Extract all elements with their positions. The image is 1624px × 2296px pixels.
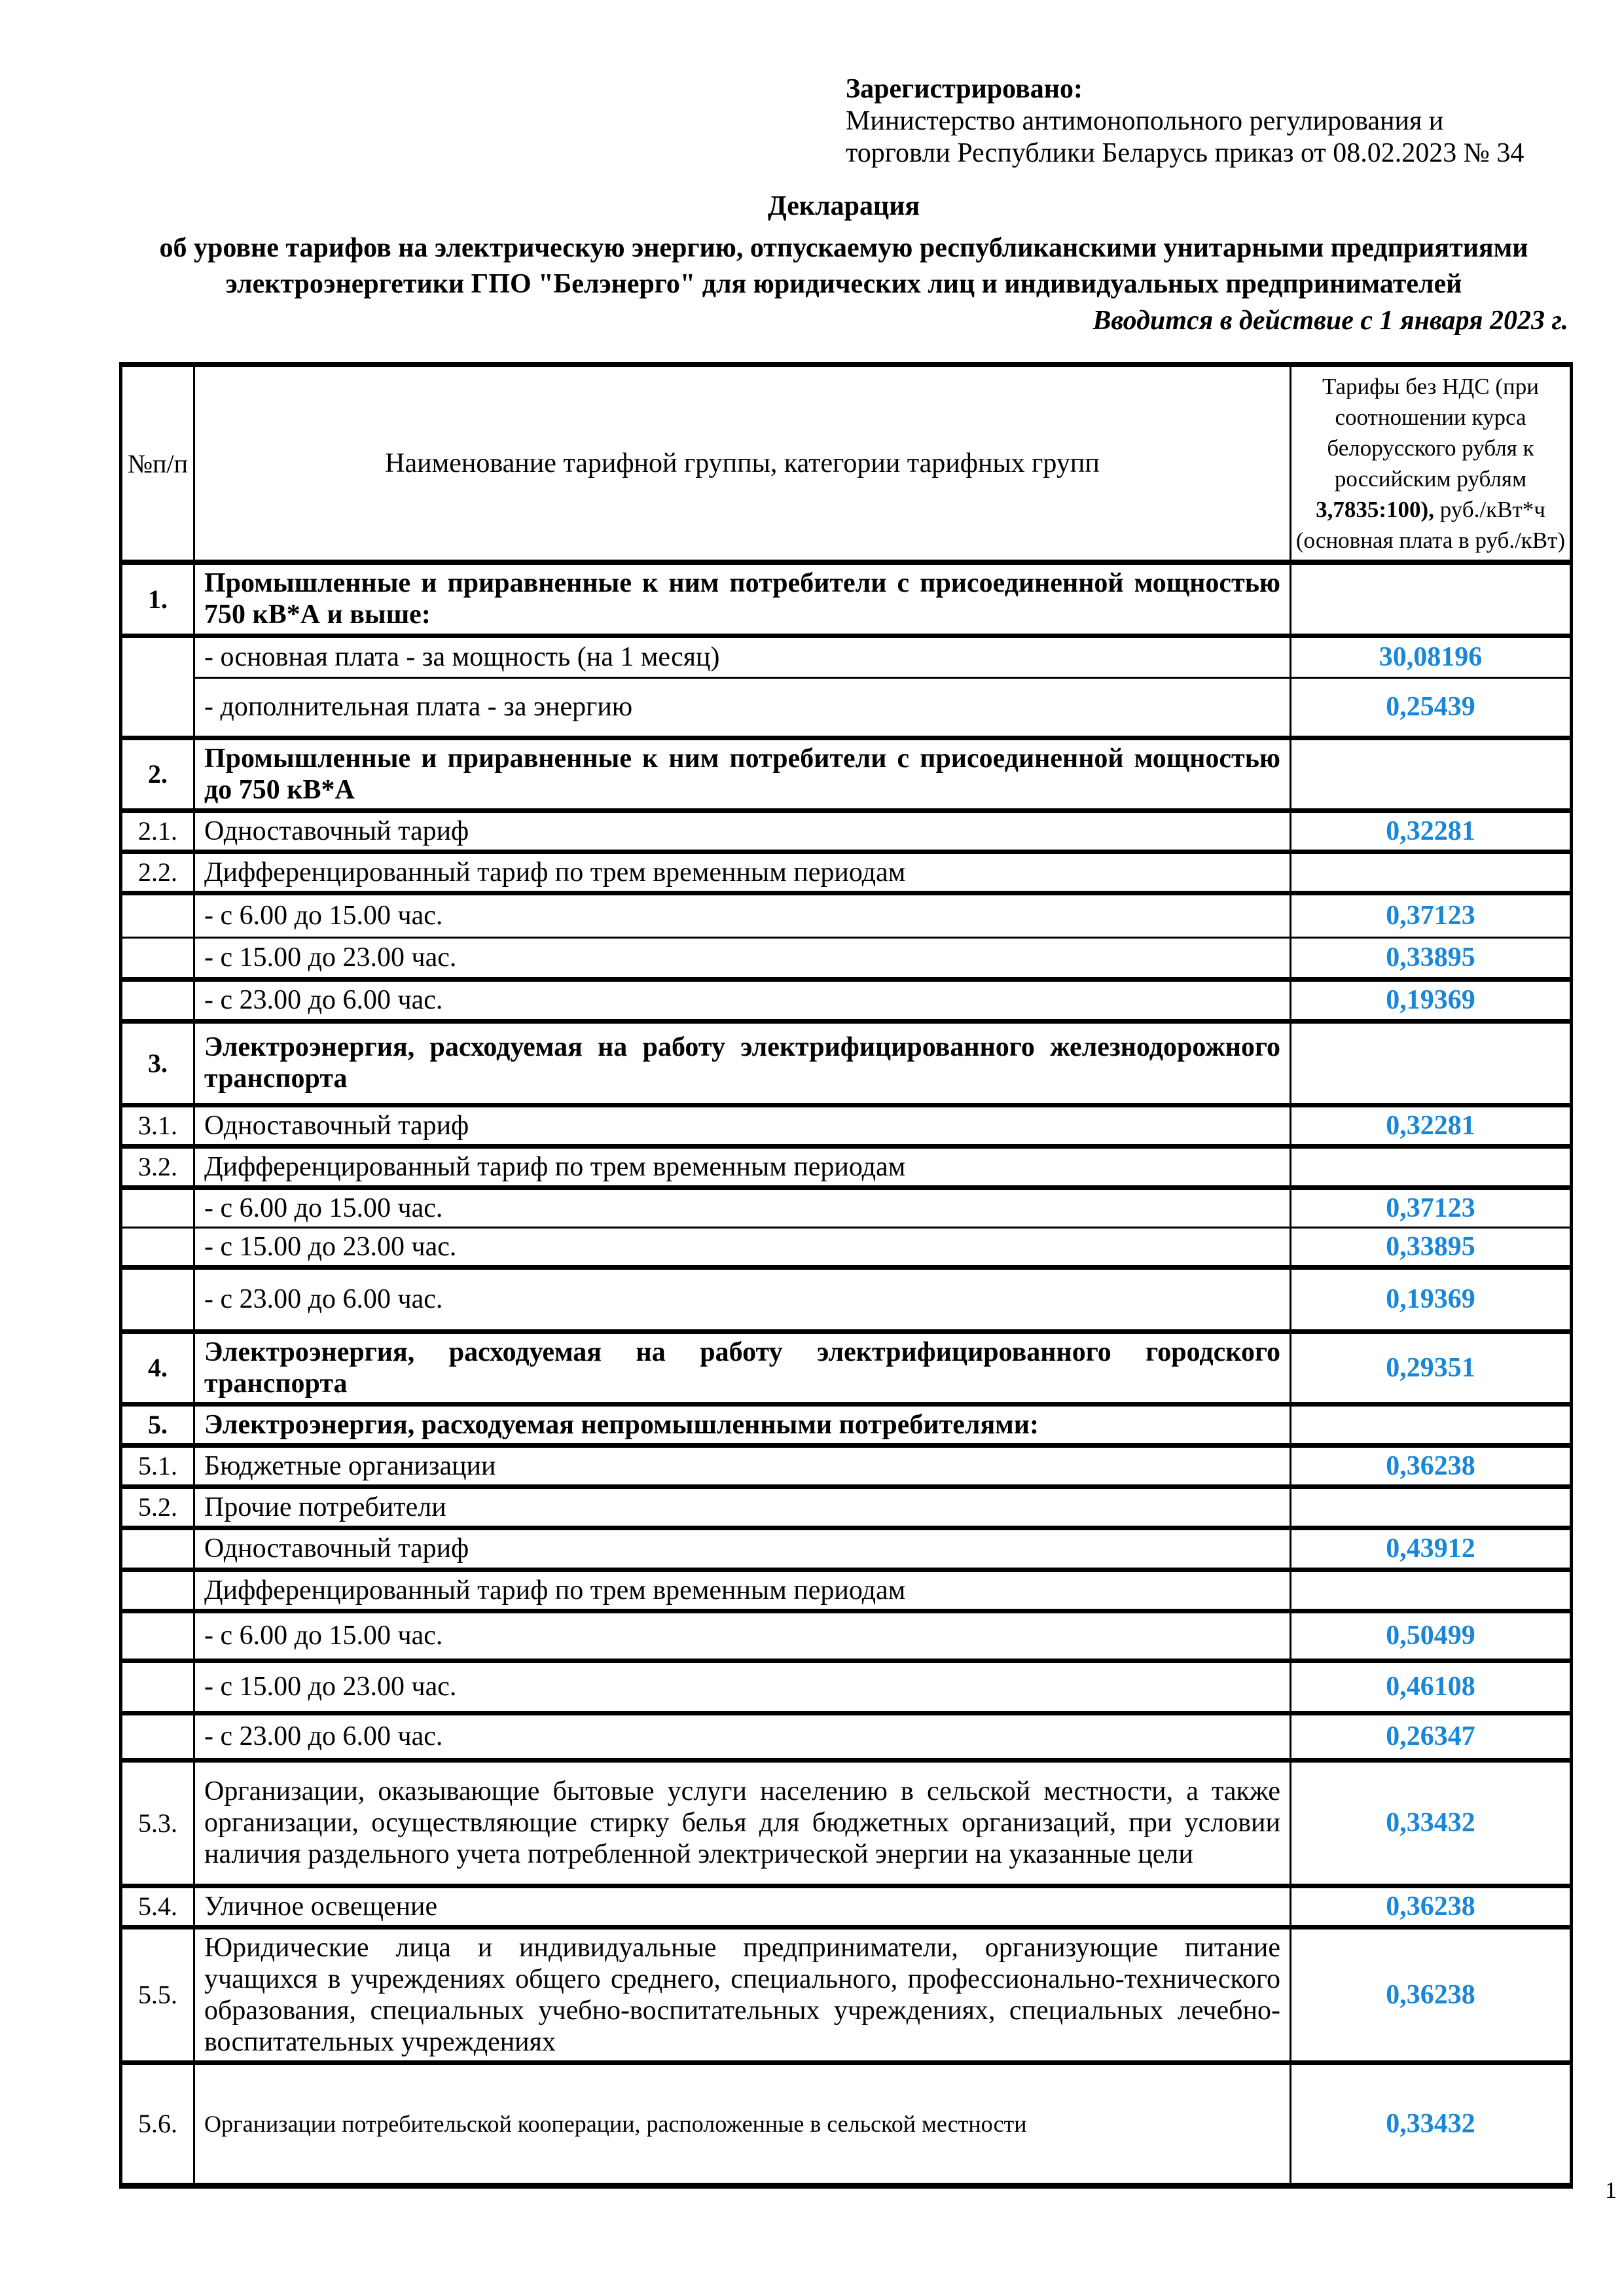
table-row [121, 893, 1572, 937]
row-label: Дифференцированный тариф по трем временным периодам [194, 852, 1291, 893]
row-label: - с 6.00 до 15.00 час. [194, 893, 1291, 937]
row-num [121, 1528, 194, 1570]
table-row [121, 1404, 1572, 1445]
row-value: 0,33432 [1291, 2062, 1572, 2185]
row-value: 30,08196 [1291, 636, 1572, 677]
row-value: 0,19369 [1291, 979, 1572, 1021]
header-tariff-text: Тарифы без НДС (при соотношении курса белорусского рубля к российским рублям [1322, 374, 1539, 492]
row-value: 0,37123 [1291, 893, 1572, 937]
table-row [121, 1927, 1572, 2062]
row-label: - с 23.00 до 6.00 час. [194, 1267, 1291, 1331]
row-value [1291, 1404, 1572, 1445]
row-num: 3.1. [121, 1105, 194, 1146]
row-value [1291, 738, 1572, 810]
table-row [121, 677, 1572, 738]
table-row [121, 1331, 1572, 1404]
row-num [121, 677, 194, 738]
row-num: 4. [121, 1331, 194, 1404]
row-num [121, 1227, 194, 1267]
table-row [121, 1486, 1572, 1528]
row-num: 3.2. [121, 1146, 194, 1187]
page-number: 1 [1605, 2177, 1617, 2203]
registration-line-1: Министерство антимонопольного регулирования и [846, 106, 1444, 136]
table-row [121, 1146, 1572, 1187]
row-label: Электроэнергия, расходуемая на работу электрифицированного городского транспорта [194, 1331, 1291, 1404]
row-value: 0,33895 [1291, 937, 1572, 979]
row-value: 0,25439 [1291, 677, 1572, 738]
row-label: Электроэнергия, расходуемая на работу электрифицированного железнодорожного транспорта [194, 1021, 1291, 1105]
row-value [1291, 852, 1572, 893]
row-num: 5.5. [121, 1927, 194, 2062]
row-num: 5. [121, 1404, 194, 1445]
row-num [121, 937, 194, 979]
effective-date-note: Вводится в действие с 1 января 2023 г. [1092, 306, 1568, 336]
row-value: 0,46108 [1291, 1660, 1572, 1713]
row-label: Промышленные и приравненные к ним потребители с присоединенной мощностью до 750 кВ*А [194, 738, 1291, 810]
table-row [121, 2062, 1572, 2185]
row-value: 0,19369 [1291, 1267, 1572, 1331]
tariff-table [119, 362, 1573, 2189]
registration-title: Зарегистрировано: [846, 74, 1083, 104]
row-value: 0,37123 [1291, 1187, 1572, 1227]
row-value: 0,29351 [1291, 1331, 1572, 1404]
table-row [121, 636, 1572, 677]
table-row [121, 1267, 1572, 1331]
row-value: 0,50499 [1291, 1611, 1572, 1660]
row-num: 1. [121, 562, 194, 636]
header-col-number: №п/п [121, 365, 194, 562]
row-label: - с 15.00 до 23.00 час. [194, 937, 1291, 979]
row-value: 0,26347 [1291, 1713, 1572, 1760]
row-num [121, 1267, 194, 1331]
row-num [121, 1611, 194, 1660]
row-label: - с 23.00 до 6.00 час. [194, 979, 1291, 1021]
table-header-row [121, 365, 1572, 562]
row-value: 0,36238 [1291, 1927, 1572, 2062]
registration-line-2: торговли Республики Беларусь приказ от 08.02.2023 № 34 [846, 138, 1525, 168]
table-row [121, 1187, 1572, 1227]
row-label: Одноставочный тариф [194, 1528, 1291, 1570]
row-label: - с 15.00 до 23.00 час. [194, 1660, 1291, 1713]
row-value [1291, 1570, 1572, 1611]
table-row [121, 1570, 1572, 1611]
row-label: Электроэнергия, расходуемая непромышленными потребителями: [194, 1404, 1291, 1445]
row-num: 5.1. [121, 1445, 194, 1486]
row-num: 5.4. [121, 1886, 194, 1927]
document-title: Декларация [767, 191, 920, 221]
row-label: Бюджетные организации [194, 1445, 1291, 1486]
row-label: - с 6.00 до 15.00 час. [194, 1611, 1291, 1660]
row-label: Организации, оказывающие бытовые услуги населению в сельской местности, а также организации, осуществляющие стирку белья для бюджетных организаций, при условии наличия раздельного учета потребленной электрической энергии на указанные цели [194, 1760, 1291, 1886]
table-row [121, 810, 1572, 852]
table-row [121, 1886, 1572, 1927]
row-label: Одноставочный тариф [194, 1105, 1291, 1146]
row-label: Промышленные и приравненные к ним потребители с присоединенной мощностью 750 кВ*А и выше: [194, 562, 1291, 636]
row-label: Организации потребительской кооперации, расположенные в сельской местности [194, 2062, 1291, 2185]
row-num [121, 1713, 194, 1760]
table-row [121, 852, 1572, 893]
row-num: 2.2. [121, 852, 194, 893]
header-tariff-units: руб./кВт*ч (основная плата в руб./кВт) [1295, 497, 1566, 553]
row-label: Юридические лица и индивидуальные предприниматели, организующие питание учащихся в учреждениях общего среднего, специального, профессионально-технического образования, специальных учебно-воспитательных учреждениях, специальных лечебно-воспитательных учреждениях [194, 1927, 1291, 2062]
title-line-1: об уровне тарифов на электрическую энергию, отпускаемую республиканскими унитарными предприятиями [159, 233, 1528, 263]
row-num [121, 636, 194, 677]
row-label: Прочие потребители [194, 1486, 1291, 1528]
row-num: 2.1. [121, 810, 194, 852]
registration-block [846, 73, 1572, 170]
table-row [121, 1611, 1572, 1660]
table-row [121, 1713, 1572, 1760]
row-value [1291, 1486, 1572, 1528]
row-num [121, 979, 194, 1021]
table-row [121, 738, 1572, 810]
table-row [121, 1445, 1572, 1486]
row-value: 0,36238 [1291, 1445, 1572, 1486]
row-value: 0,32281 [1291, 1105, 1572, 1146]
row-num [121, 1187, 194, 1227]
table-row [121, 1760, 1572, 1886]
row-label: - основная плата - за мощность (на 1 месяц) [194, 636, 1291, 677]
row-num: 3. [121, 1021, 194, 1105]
table-row [121, 562, 1572, 636]
table-row [121, 937, 1572, 979]
row-label: - с 15.00 до 23.00 час. [194, 1227, 1291, 1267]
header-tariff-rate: 3,7835:100), [1316, 497, 1434, 522]
row-label: Одноставочный тариф [194, 810, 1291, 852]
row-value: 0,43912 [1291, 1528, 1572, 1570]
row-num: 5.6. [121, 2062, 194, 2185]
row-value [1291, 562, 1572, 636]
row-num [121, 893, 194, 937]
header-col-name: Наименование тарифной группы, категории тарифных групп [194, 365, 1291, 562]
row-value: 0,33895 [1291, 1227, 1572, 1267]
table-row [121, 1021, 1572, 1105]
row-num: 5.3. [121, 1760, 194, 1886]
row-label: - с 6.00 до 15.00 час. [194, 1187, 1291, 1227]
title-line-2: электроэнергетики ГПО "Белэнерго" для юридических лиц и индивидуальных предпринимателей [225, 269, 1462, 299]
table-row [121, 1227, 1572, 1267]
row-value: 0,33432 [1291, 1760, 1572, 1886]
row-num: 5.2. [121, 1486, 194, 1528]
row-label: Уличное освещение [194, 1886, 1291, 1927]
table-row [121, 1528, 1572, 1570]
row-num [121, 1660, 194, 1713]
row-value: 0,36238 [1291, 1886, 1572, 1927]
tariff-table-body [121, 365, 1572, 2185]
row-value [1291, 1146, 1572, 1187]
row-value [1291, 1021, 1572, 1105]
row-num [121, 1570, 194, 1611]
row-value: 0,32281 [1291, 810, 1572, 852]
row-label: - дополнительная плата - за энергию [194, 677, 1291, 738]
header-col-tariff [1291, 365, 1572, 562]
row-label: - с 23.00 до 6.00 час. [194, 1713, 1291, 1760]
table-row [121, 1660, 1572, 1713]
row-label: Дифференцированный тариф по трем временным периодам [194, 1570, 1291, 1611]
title-block [119, 190, 1568, 337]
row-num: 2. [121, 738, 194, 810]
row-label: Дифференцированный тариф по трем временным периодам [194, 1146, 1291, 1187]
table-row [121, 1105, 1572, 1146]
table-row [121, 979, 1572, 1021]
